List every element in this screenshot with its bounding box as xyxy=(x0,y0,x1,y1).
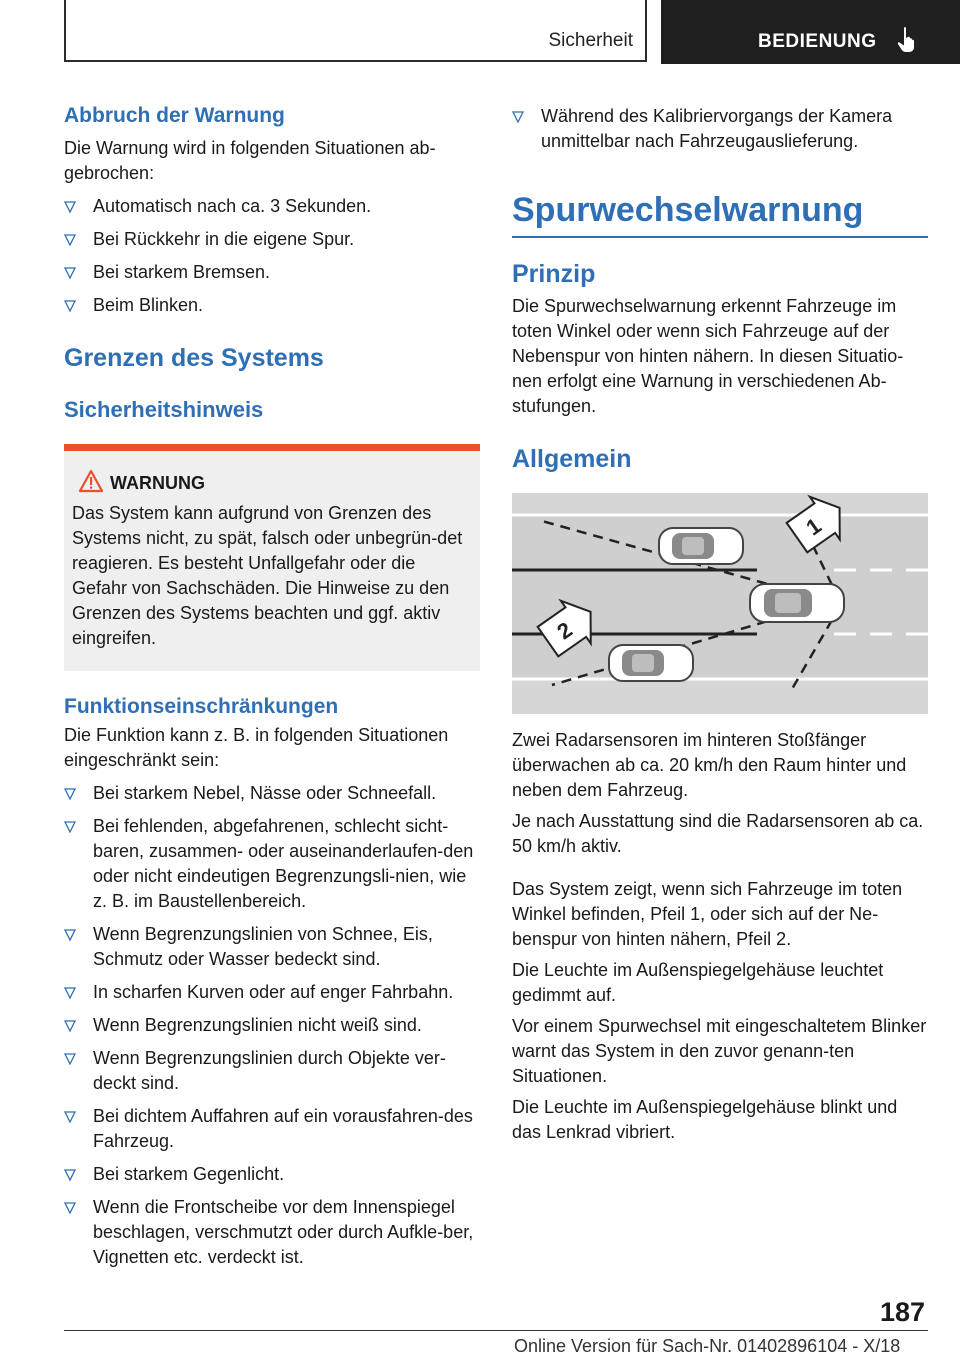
header-chapter-tab xyxy=(661,0,960,64)
list-item: Wenn die Frontscheibe vor dem Innenspiegel beschlagen, verschmutzt oder durch Aufkle‐ber, Vignetten etc. verdeckt ist. xyxy=(64,1195,480,1270)
allgemein-paragraph: Vor einem Spurwechsel mit eingeschaltetem Blinker warnt das System in den zuvor genann‐ten Situationen. xyxy=(512,1016,927,1086)
triangle-bullet-icon xyxy=(64,987,76,999)
triangle-bullet-icon xyxy=(64,1020,76,1032)
online-version-note: Online Version für Sach-Nr. 01402896104 - X/18 xyxy=(514,1336,901,1356)
list-item: Beim Blinken. xyxy=(64,293,480,318)
right-column xyxy=(512,100,928,1145)
header-section-tab xyxy=(64,0,647,62)
warning-title: WARNUNG xyxy=(110,473,205,493)
triangle-bullet-icon xyxy=(64,234,76,246)
prinzip-text: Die Spurwechselwarnung erkennt Fahrzeuge im toten Winkel oder wenn sich Fahrzeuge auf der Nebenspur von hinten nähern. In diesen Situatio‐nen erfolgt eine Warnung in verschiedenen Ab‐stufungen. xyxy=(512,296,904,416)
abbruch-intro: Die Warnung wird in folgenden Situationen ab‐gebrochen: xyxy=(64,138,436,183)
triangle-bullet-icon xyxy=(64,267,76,279)
list-item: Wenn Begrenzungslinien von Schnee, Eis, Schmutz oder Wasser bedeckt sind. xyxy=(64,922,480,972)
list-item: Bei fehlenden, abgefahrenen, schlecht sicht‐baren, zusammen- oder auseinanderlaufen‐den oder nicht eindeutigen Begrenzungsli‐nien, wie z. B. im Baustellenbereich. xyxy=(64,814,480,914)
pointing-hand-icon xyxy=(895,26,919,54)
list-item: Bei starkem Gegenlicht. xyxy=(64,1162,480,1187)
warning-title-row xyxy=(72,471,472,495)
list-item: Bei starkem Nebel, Nässe oder Schneefall. xyxy=(64,781,480,806)
funktion-heading: Funktionseinschränkungen xyxy=(64,695,339,718)
list-item: Während des Kalibriervorgangs der Kamera unmittelbar nach Fahrzeugauslieferung. xyxy=(512,104,928,154)
arrow-2-label: 2 xyxy=(552,616,577,645)
triangle-bullet-icon xyxy=(64,300,76,312)
car-blind-spot xyxy=(659,528,743,564)
footer-divider xyxy=(64,1330,928,1331)
list-item: Automatisch nach ca. 3 Sekunden. xyxy=(64,194,480,219)
warning-text: Das System kann aufgrund von Grenzen des Systems nicht, zu spät, falsch oder unbegrün‐det reagieren. Es besteht Unfallgefahr oder die Gefahr von Sachschäden. Die Hinweise zu den Grenzen des Systems beachten und ggf. aktiv eingreifen. xyxy=(72,503,463,648)
warning-triangle-icon xyxy=(78,469,104,493)
list-item: Bei Rückkehr in die eigene Spur. xyxy=(64,227,480,252)
list-item: Wenn Begrenzungslinien nicht weiß sind. xyxy=(64,1013,480,1038)
list-item: Bei starkem Bremsen. xyxy=(64,260,480,285)
funktion-intro: Die Funktion kann z. B. in folgenden Situationen eingeschränkt sein: xyxy=(64,725,449,770)
car-approaching xyxy=(609,645,693,681)
header-chapter-label: BEDIENUNG xyxy=(758,31,877,52)
allgemein-paragraph: Je nach Ausstattung sind die Radarsensoren ab ca. 50 km/h aktiv. xyxy=(512,811,924,856)
header-section-label: Sicherheit xyxy=(548,30,633,51)
triangle-bullet-icon xyxy=(64,201,76,213)
funktion-list xyxy=(64,781,480,1270)
grenzen-heading: Grenzen des Systems xyxy=(64,344,324,372)
list-item: Bei dichtem Auffahren auf ein vorausfahren‐des Fahrzeug. xyxy=(64,1104,480,1154)
abbruch-heading: Abbruch der Warnung xyxy=(64,104,285,127)
triangle-bullet-icon xyxy=(64,1202,76,1214)
sicherheit-heading: Sicherheitshinweis xyxy=(64,397,264,422)
arrow-1-label: 1 xyxy=(801,512,826,541)
triangle-bullet-icon xyxy=(64,1169,76,1181)
page-number: 187 xyxy=(880,1297,926,1327)
abbruch-list xyxy=(64,194,480,318)
continued-list xyxy=(512,104,928,154)
allgemein-heading: Allgemein xyxy=(512,445,632,473)
allgemein-paragraph: Zwei Radarsensoren im hinteren Stoßfänger überwachen ab ca. 20 km/h den Raum hinter und neben dem Fahrzeug. xyxy=(512,730,907,800)
allgemein-paragraph: Die Leuchte im Außenspiegelgehäuse leuchtet gedimmt auf. xyxy=(512,960,884,1005)
triangle-bullet-icon xyxy=(64,821,76,833)
triangle-bullet-icon xyxy=(64,1053,76,1065)
triangle-bullet-icon xyxy=(64,929,76,941)
lane-change-illustration xyxy=(512,493,928,714)
list-item: In scharfen Kurven oder auf enger Fahrbahn. xyxy=(64,980,480,1005)
triangle-bullet-icon xyxy=(64,1111,76,1123)
list-item: Wenn Begrenzungslinien durch Objekte ver‐deckt sind. xyxy=(64,1046,480,1096)
lane-change-diagram xyxy=(512,493,928,714)
spurwechsel-title: Spurwechselwarnung xyxy=(512,188,928,238)
allgemein-paragraph: Das System zeigt, wenn sich Fahrzeuge im toten Winkel befinden, Pfeil 1, oder sich auf der Ne‐benspur von hinten nähern, Pfeil 2. xyxy=(512,879,903,949)
left-column xyxy=(64,100,480,1270)
car-own xyxy=(750,584,844,622)
prinzip-heading: Prinzip xyxy=(512,260,596,288)
warning-box xyxy=(64,444,480,671)
allgemein-paragraph: Die Leuchte im Außenspiegelgehäuse blinkt und das Lenkrad vibriert. xyxy=(512,1097,898,1142)
triangle-bullet-icon xyxy=(512,111,524,123)
triangle-bullet-icon xyxy=(64,788,76,800)
